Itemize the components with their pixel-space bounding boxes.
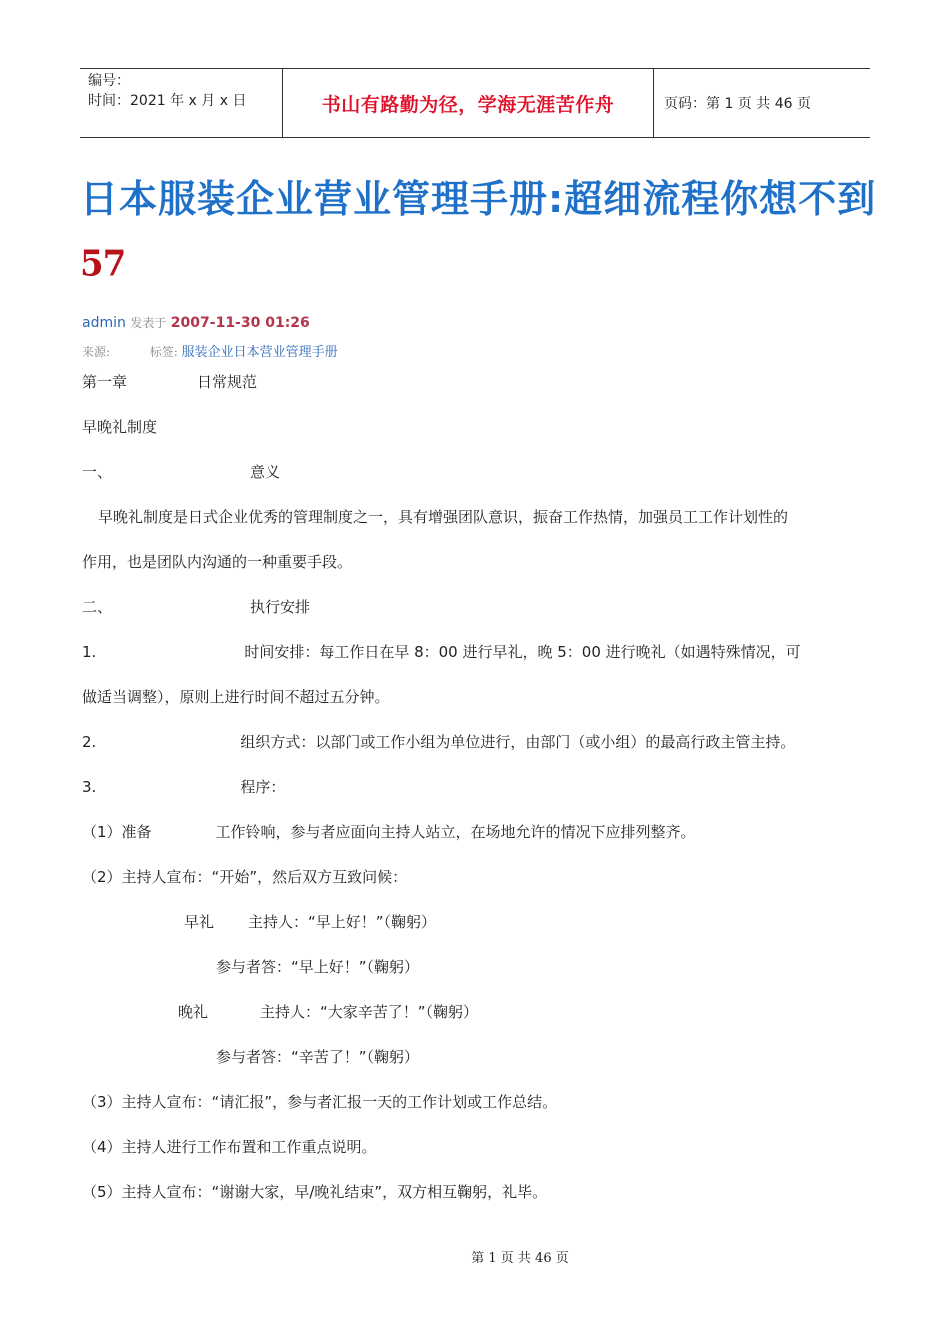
item-1-text: 时间安排：每工作日在早 8：00 进行早礼，晚 5：00 进行晚礼（如遇特殊情况，可 [244,643,801,661]
morning-reply: 参与者答：“早上好！”（鞠躬） [216,958,420,976]
step-1-label: （1）准备 [82,823,152,841]
header-left-cell [80,69,282,137]
step-2: （2）主持人宣布：“开始”，然后双方互致问候： [82,868,408,886]
subsection-2-title: 执行安排 [250,598,311,616]
step-1-text: 工作铃响，参与者应面向主持人站立，在场地允许的情况下应排列整齐。 [215,823,696,841]
subsection-1-title: 意义 [250,463,281,481]
subsection-1-number: 一、 [82,463,113,481]
page-footer: 第 1 页 共 46 页 [471,1251,569,1266]
post-tags-row [82,341,338,360]
evening-host-line: 主持人：“大家辛苦了！”（鞠躬） [260,1003,479,1021]
item-3-text: 程序： [240,778,286,796]
title-number: 57 [80,243,126,285]
step-3: （3）主持人宣布：“请汇报”，参与者汇报一天的工作计划或工作总结。 [82,1093,558,1111]
chapter-heading [82,371,257,392]
post-meta [82,314,310,331]
evening-reply: 参与者答：“辛苦了！”（鞠躬） [216,1048,420,1066]
author-link[interactable]: admin [82,315,126,331]
item-1-number: 1. [82,643,97,661]
morning-label: 早礼 [184,913,215,931]
document-title: 日本服装企业营业管理手册:超细流程你想不到 [80,177,877,221]
chapter-number: 第一章 [82,373,128,391]
paragraph-1-line-1: 早晚礼制度是日式企业优秀的管理制度之一，具有增强团队意识，振奋工作热情，加强员工工作计划性的 [98,508,789,526]
tags-link[interactable]: 服装企业日本营业管理手册 [181,345,338,360]
morning-greeting [184,911,436,932]
subsection-2-number: 二、 [82,598,113,616]
item-1 [82,641,801,662]
item-3-number: 3. [82,778,97,796]
source-label: 来源: [82,345,111,359]
chapter-title: 日常规范 [197,373,258,391]
step-4: （4）主持人进行工作布置和工作重点说明。 [82,1138,377,1156]
evening-greeting [178,1001,478,1022]
header-motto-cell [282,69,654,137]
number-label: 编号： [88,73,130,89]
item-3 [82,776,285,797]
item-2-text: 组织方式：以部门或工作小组为单位进行，由部门（或小组）的最高行政主管主持。 [240,733,796,751]
subsection-2 [82,596,310,617]
step-5: （5）主持人宣布：“谢谢大家，早/晚礼结束”，双方相互鞠躬，礼毕。 [82,1183,548,1201]
header-page-cell [654,69,870,137]
posted-label: 发表于 [130,316,167,330]
item-2 [82,731,795,752]
item-1-continued: 做适当调整），原则上进行时间不超过五分钟。 [82,688,390,706]
morning-host-line: 主持人：“早上好！”（鞠躬） [248,913,437,931]
post-date: 2007-11-30 01:26 [170,315,310,331]
evening-label: 晚礼 [178,1003,209,1021]
item-2-number: 2. [82,733,97,751]
step-1 [82,821,696,842]
subsection-1 [82,461,280,482]
tags-label: 标签: [149,345,178,359]
page-info: 页码：第 1 页 共 46 页 [664,96,811,112]
section-heading: 早晚礼制度 [82,418,158,436]
motto: 书山有路勤为径，学海无涯苦作舟 [321,93,615,116]
page-header [80,68,870,138]
time-label: 时间：2021 年 x 月 x 日 [88,93,247,109]
paragraph-1-line-2: 作用，也是团队内沟通的一种重要手段。 [82,553,353,571]
